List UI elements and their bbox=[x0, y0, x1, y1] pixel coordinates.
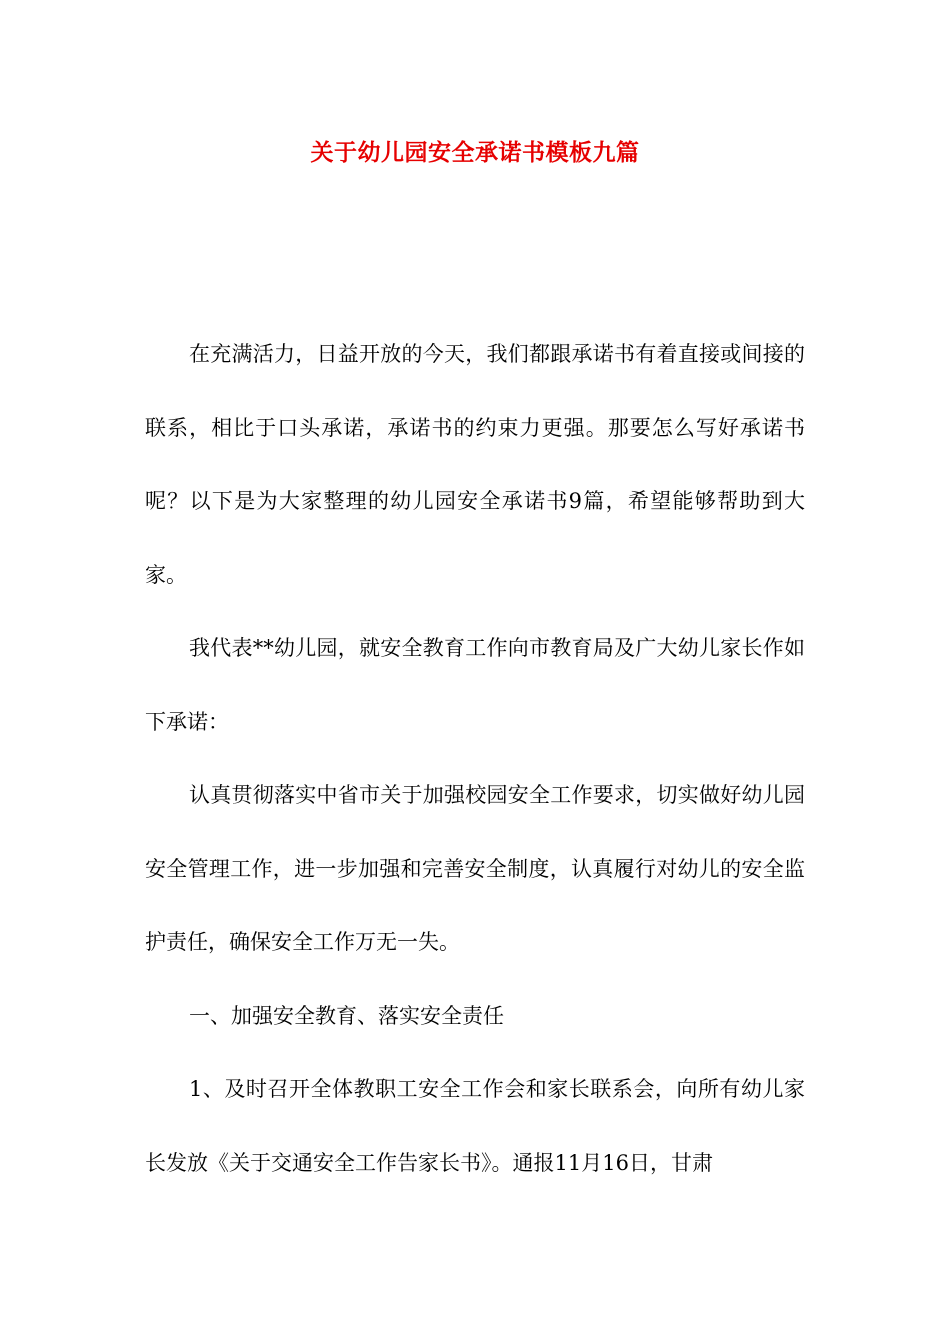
paragraph-implementation: 认真贯彻落实中省市关于加强校园安全工作要求，切实做好幼儿园安全管理工作，进一步加强和完善安全制度，认真履行对幼儿的安全监护责任，确保安全工作万无一失。 bbox=[145, 783, 805, 954]
document-body bbox=[145, 318, 805, 1200]
paragraph-intro: 在充满活力，日益开放的今天，我们都跟承诺书有着直接或间接的联系，相比于口头承诺，承诺书的约束力更强。那要怎么写好承诺书呢？以下是为大家整理的幼儿园安全承诺书9篇，希望能够帮助到大家。 bbox=[145, 342, 805, 587]
paragraph-item-1: 1、及时召开全体教职工安全工作会和家长联系会，向所有幼儿家长发放《关于交通安全工作告家长书》。通报11月16日，甘肃 bbox=[145, 1077, 805, 1175]
document-title: 关于幼儿园安全承诺书模板九篇 bbox=[310, 139, 640, 166]
paragraph-representative: 我代表**幼儿园，就安全教育工作向市教育局及广大幼儿家长作如下承诺： bbox=[145, 636, 805, 734]
section-heading-1: 一、加强安全教育、落实安全责任 bbox=[189, 1003, 504, 1028]
